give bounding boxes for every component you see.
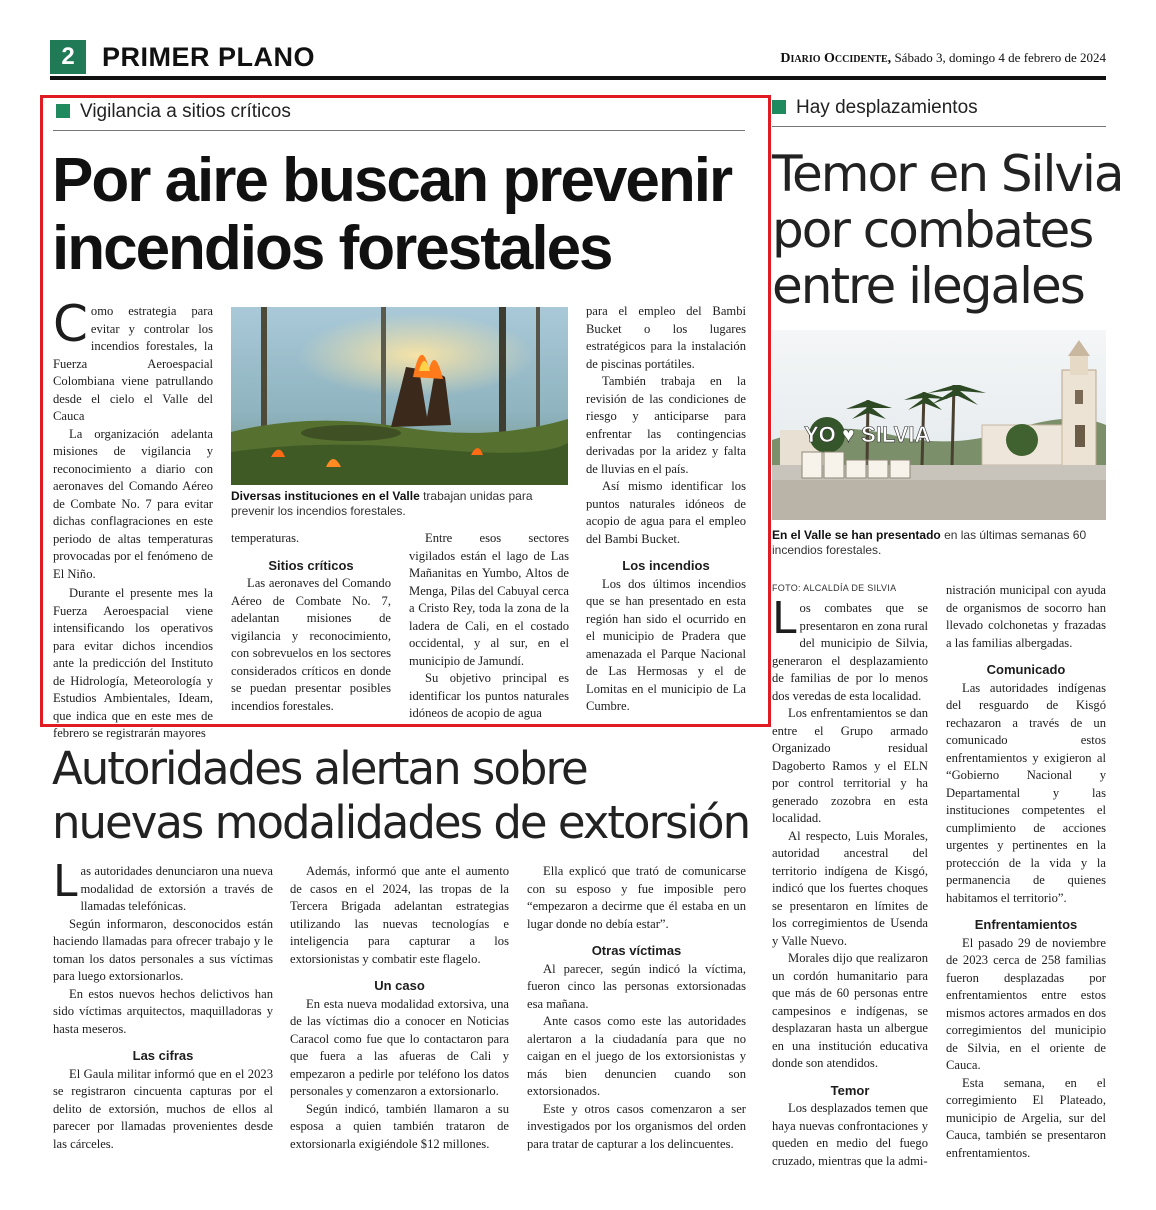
subhead: Un caso xyxy=(374,978,425,993)
paper-name: Diario Occidente, xyxy=(780,51,892,66)
paragraph: Durante el presente mes la Fuerza Aeroespacial viene intensificando los operativos para evitar dichos incendios ante la predicción del Instituto de Hidrología, Meteorología y Estudios Ambientales, Ideam, que indica que en este mes de febrero se registrarán mayores xyxy=(53,586,213,740)
paragraph: En esta nueva modalidad extorsiva, una de las víctimas dio a conocer en Noticias Caracol como fue que lo contactaron para que fuera a las afueras de Cali y empezaron a pedirle por teléfono los datos personales y comenzaron a extorsionarlo. xyxy=(290,996,509,1098)
subhead: Temor xyxy=(830,1082,870,1098)
silvia-sign-text: YO ♥ SILVIA xyxy=(804,422,931,447)
paragraph: Morales dijo que realizaron un cordón humanitario para que más de 60 personas entre campesinos e indígenas, se desplazaran hasta un albergue en una institución educativa donde son atendidos. xyxy=(772,951,928,1070)
subhead: Enfrentamientos xyxy=(974,917,1078,932)
paragraph: En estos nuevos hechos delictivos han sido víctimas arquitectos, maquilladoras y hasta meseros. xyxy=(53,986,273,1036)
masthead-date xyxy=(780,50,1106,67)
article3-column-1 xyxy=(53,856,273,1153)
kicker-square-icon xyxy=(772,100,786,114)
article2-headline-line1: Temor en Silvia xyxy=(772,145,1123,203)
paragraph: Así mismo identificar los puntos naturales idóneos de acopio de agua para el empleo del Bambi Bucket. xyxy=(586,479,746,546)
page-header xyxy=(50,38,1106,78)
subhead: Comunicado xyxy=(986,662,1066,677)
paragraph: Las aeronaves del Comando Aéreo de Combate No. 7, adelantan misiones de vigilancia y reconocimiento, con sobrevuelos en los sectores considerados críticos en donde se puedan presentar posibles incendios forestales. xyxy=(231,576,391,713)
paragraph: Este y otros casos comenzaron a ser investigados por los organismos del orden para tratar de capturar a los delincuentes. xyxy=(527,1101,746,1151)
article2-column-2 xyxy=(946,582,1106,1162)
issue-date: Sábado 3, domingo 4 de febrero de 2024 xyxy=(894,50,1106,65)
article2-photo-caption xyxy=(772,528,1106,558)
dropcap: L xyxy=(772,593,797,644)
article2-headline-line3: entre ilegales xyxy=(772,257,1084,315)
article3-headline-line2: nuevas modalidades de extorsión xyxy=(52,796,750,849)
paragraph: Su objetivo principal es identificar los puntos naturales idóneos de acopio de agua xyxy=(409,671,569,720)
paragraph: Según informaron, desconocidos están haciendo llamadas para ofrecer trabajo y le toman los datos personales a sus víctimas para luego extorsionarlos. xyxy=(53,916,273,983)
paragraph: para el empleo del Bambi Bucket o los lugares estratégicos para la instalación de piscinas portátiles. xyxy=(586,304,746,371)
paragraph: Los desplazados temen que haya nuevas confrontaciones y queden en medio del fuego cruzado, mientras que la admi- xyxy=(772,1101,928,1168)
subhead: Sitios críticos xyxy=(268,557,354,573)
header-rule xyxy=(50,76,1106,80)
paragraph: Además, informó que ante el aumento de casos en el 2024, las tropas de la Tercera Brigada adelantan estrategias utilizando las nuevas tecnologías e inteligencia para capturar a los extorsionistas y combatir este flagelo. xyxy=(290,864,509,966)
paragraph: Al respecto, Luis Morales, autoridad ancestral del territorio indígena de Kisgó, indicó que los fuertes choques se presentaron en límites de los corregimientos de Usenda y Valle Nuevo. xyxy=(772,828,928,948)
article3-column-2 xyxy=(290,863,509,1153)
article2-kicker-text: Hay desplazamientos xyxy=(796,97,978,118)
article3-headline-line1: Autoridades alertan sobre xyxy=(52,742,587,795)
paragraph: Las autoridades indígenas del resguardo de Kisgó rechazaron a través de un comunicado estos enfrentamientos y exigieron al “Gobierno Nacional y Departamental y las instituciones competentes el cumplimiento de acciones urgentes y pertinentes en la protección de la vida y la permanencia de quienes habitamos el territorio”. xyxy=(946,680,1106,905)
paragraph: Ella explicó que trató de comunicarse con su esposo y fue imposible pero “empezaron a decirme que él estaba en un lugar donde no debía estar”. xyxy=(527,864,746,931)
paragraph: También trabaja en la revisión de las condiciones de riesgo y anticiparse para enfrentar las contingencias derivadas por la aridez y falta de lluvias en el país. xyxy=(586,374,746,476)
paragraph: os combates que se presentaron en zona rural del municipio de Silvia, generaron el desplazamiento de familias de por lo menos dos veredas de esta localidad. xyxy=(772,601,928,703)
paragraph: Entre esos sectores vigilados están el lago de Las Mañanitas en Yumbo, Altos de Menga, Pilas del Cabuyal cerca a Cristo Rey, toda la zona de la ladera de Cali, en el costado occidental, y al sur, en el municipio de Jamundí. xyxy=(409,531,569,668)
paragraph: La organización adelanta misiones de vigilancia y reconocimiento a diario con aeronaves del Comando Aéreo de Combate No. 7 para evitar dichas conflagraciones en este periodo de altas temperaturas provocadas por el fenómeno de El Niño. xyxy=(53,426,213,581)
paragraph: Al parecer, según indicó la víctima, fueron cinco las personas extorsionadas esa mañana. xyxy=(527,961,746,1011)
article1-headline-line2: incendios forestales xyxy=(52,214,612,283)
article1-headline-line1: Por aire buscan prevenir xyxy=(52,146,732,215)
paragraph: Los dos últimos incendios que se han presentado en esta región han sido el ocurrido en el municipio de Pradera que amenazada el Parque Nacional de Las Hermosas y el de Lomitas en el municipio de La Cumbre. xyxy=(586,576,746,713)
highlight-frame xyxy=(40,95,771,727)
paragraph: Los enfrentamientos se dan entre el Grupo armado Organizado residual Dagoberto Ramos y el ELN por control territorial y ha generado zozobra en esta localidad. xyxy=(772,706,928,825)
dropcap: C xyxy=(53,295,88,353)
subhead: Las cifras xyxy=(132,1048,194,1063)
paragraph: as autoridades denunciaron una nueva modalidad de extorsión a través de llamadas telefónicas. xyxy=(80,864,273,913)
silvia-plaza-photo xyxy=(772,330,1106,520)
paragraph: Según indicó, también llamaron a su esposa a quien también trataron de extorsionarla exigiéndole $12 millones. xyxy=(290,1101,509,1151)
paragraph: El Gaula militar informó que en el 2023 se registraron cincuenta capturas por el delito de extorsión, muchos de ellos al parecer por llamadas provenientes desde las cárceles. xyxy=(53,1066,273,1151)
caption-lead: En el Valle se han presentado xyxy=(772,528,941,542)
subhead: Otras víctimas xyxy=(591,943,682,958)
photo-credit: FOTO: ALCALDÍA DE SILVIA xyxy=(772,583,897,593)
paragraph: El pasado 29 de noviembre de 2023 cerca de 258 familias fueron desplazadas por enfrentamientos entre estos mismos actores armados en dos corregimientos del municipio de Silvia, en el oriente de Cauca. xyxy=(946,935,1106,1072)
caption-text: en las últimas semanas 60 incendios forestales. xyxy=(772,528,1087,557)
subhead: Los incendios xyxy=(622,558,710,573)
kicker-rule xyxy=(772,126,1106,127)
article2-column-1 xyxy=(772,593,928,1170)
paragraph: temperaturas. xyxy=(231,531,300,545)
dropcap: L xyxy=(53,856,78,907)
paragraph: Esta semana, en el corregimiento El Plateado, municipio de Argelia, sur del Cauca, también se presentaron enfrentamientos. xyxy=(946,1075,1106,1160)
article2-kicker xyxy=(772,97,978,119)
page-number: 2 xyxy=(50,40,86,74)
article2-headline-line2: por combates xyxy=(772,201,1093,259)
section-title: PRIMER PLANO xyxy=(102,42,316,72)
silvia-plaza-image xyxy=(772,330,1106,520)
caption-text: trabajan unidas para prevenir los incendios forestales. xyxy=(231,489,533,518)
paragraph: omo estrategia para evitar y controlar los incendios forestales, la Fuerza Aeroespacial Colombiana viene patrullando desde el cielo el Valle del Cauca xyxy=(53,304,213,423)
caption-lead: Diversas instituciones en el Valle xyxy=(231,489,420,503)
article1-kicker-text: Vigilancia a sitios críticos xyxy=(80,101,291,122)
paragraph: Ante casos como este las autoridades alertaron a la ciudadanía para que no caigan en el juego de los extorsionistas y más bien denuncien cuando son extorsionados. xyxy=(527,1014,746,1098)
paragraph: nistración municipal con ayuda de organismos de socorro han llevado colchonetas y frazadas a las familias albergadas. xyxy=(946,583,1106,650)
article3-column-3 xyxy=(527,863,746,1153)
